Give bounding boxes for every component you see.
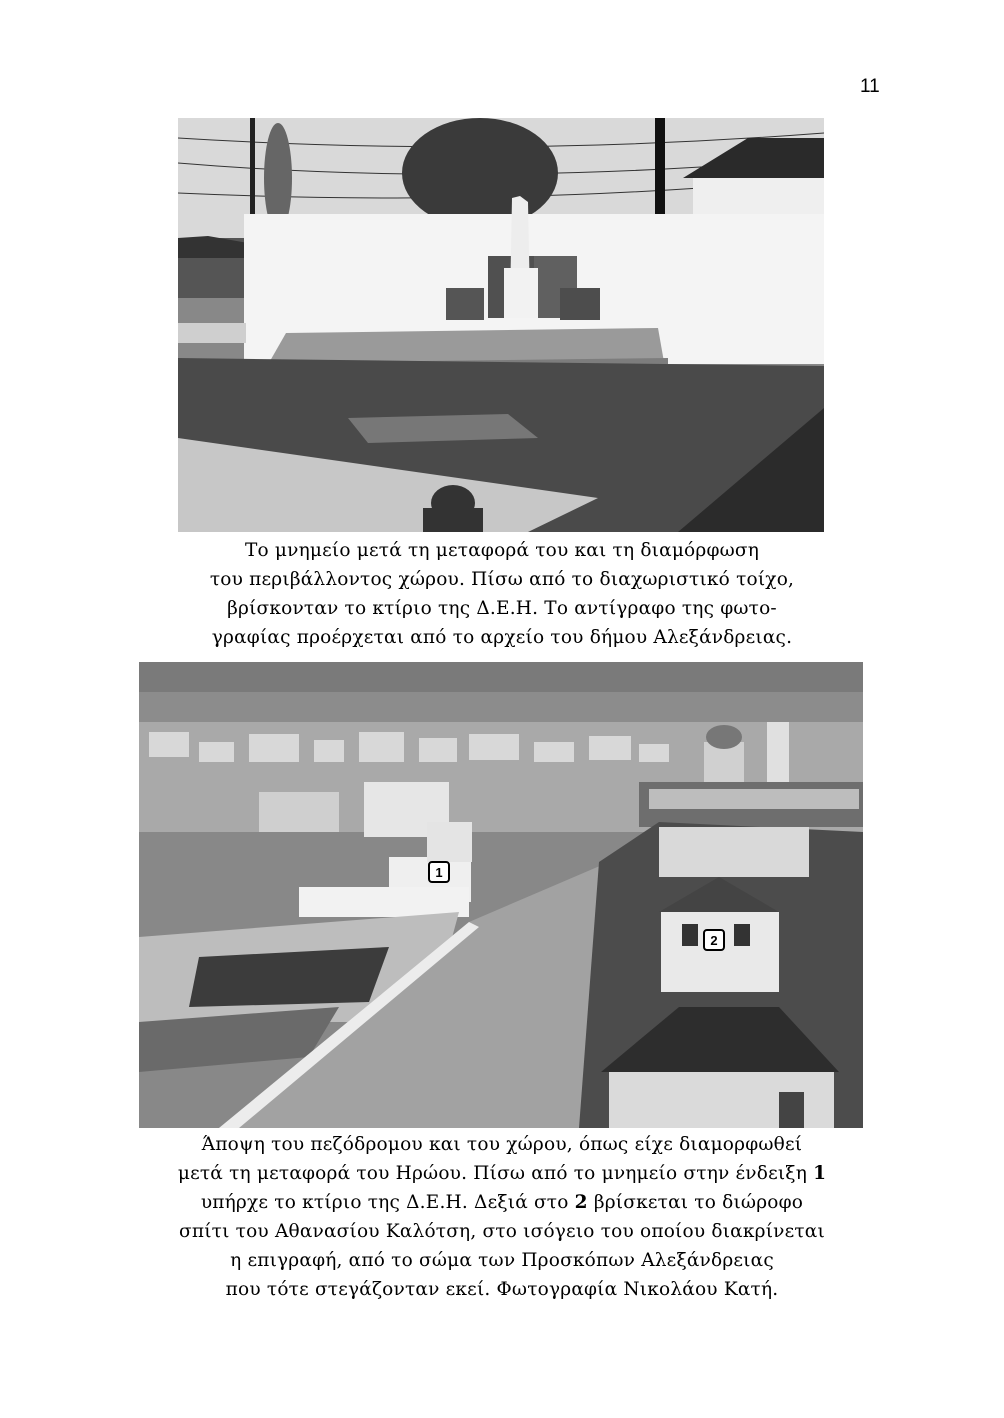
marker-2-label: 2 [710, 933, 718, 948]
monument-photo [178, 118, 824, 532]
caption-line: του περιβάλλοντος χώρου. Πίσω από το διαχωριστικό τοίχο, [209, 569, 795, 590]
caption-line: που τότε στεγάζονταν εκεί. Φωτογραφία Νικολάου Κατή. [225, 1279, 779, 1300]
caption-line: γραφίας προέρχεται από το αρχείο του δήμου Αλεξάνδρειας. [211, 627, 793, 648]
street-view-photo-image [139, 662, 863, 1128]
street-view-photo-caption [120, 1130, 884, 1304]
monument-photo-image [178, 118, 824, 532]
caption-line: η επιγραφή, από το σώμα των Προσκόπων Αλεξάνδρειας [230, 1250, 774, 1271]
caption-line: Το μνημείο μετά τη μεταφορά του και τη διαμόρφωση [244, 540, 760, 561]
caption-line: σπίτι του Αθανασίου Καλότση, στο ισόγειο του οποίου διακρίνεται [179, 1221, 825, 1242]
monument-photo-caption [150, 536, 854, 652]
caption-line: υπήρχε το κτίριο της Δ.Ε.Η. Δεξιά στο 2 βρίσκεται το διώροφο [200, 1192, 804, 1213]
street-view-photo [139, 662, 863, 1128]
caption-line: Άποψη του πεζόδρομου και του χώρου, όπως είχε διαμορφωθεί [201, 1134, 803, 1155]
page-number: 11 [860, 76, 880, 97]
caption-line: βρίσκονταν το κτίριο της Δ.Ε.Η. Το αντίγραφο της φωτο- [227, 598, 777, 619]
marker-1-label: 1 [435, 865, 443, 880]
caption-line: μετά τη μεταφορά του Ηρώου. Πίσω από το μνημείο στην ένδειξη 1 [177, 1163, 827, 1184]
